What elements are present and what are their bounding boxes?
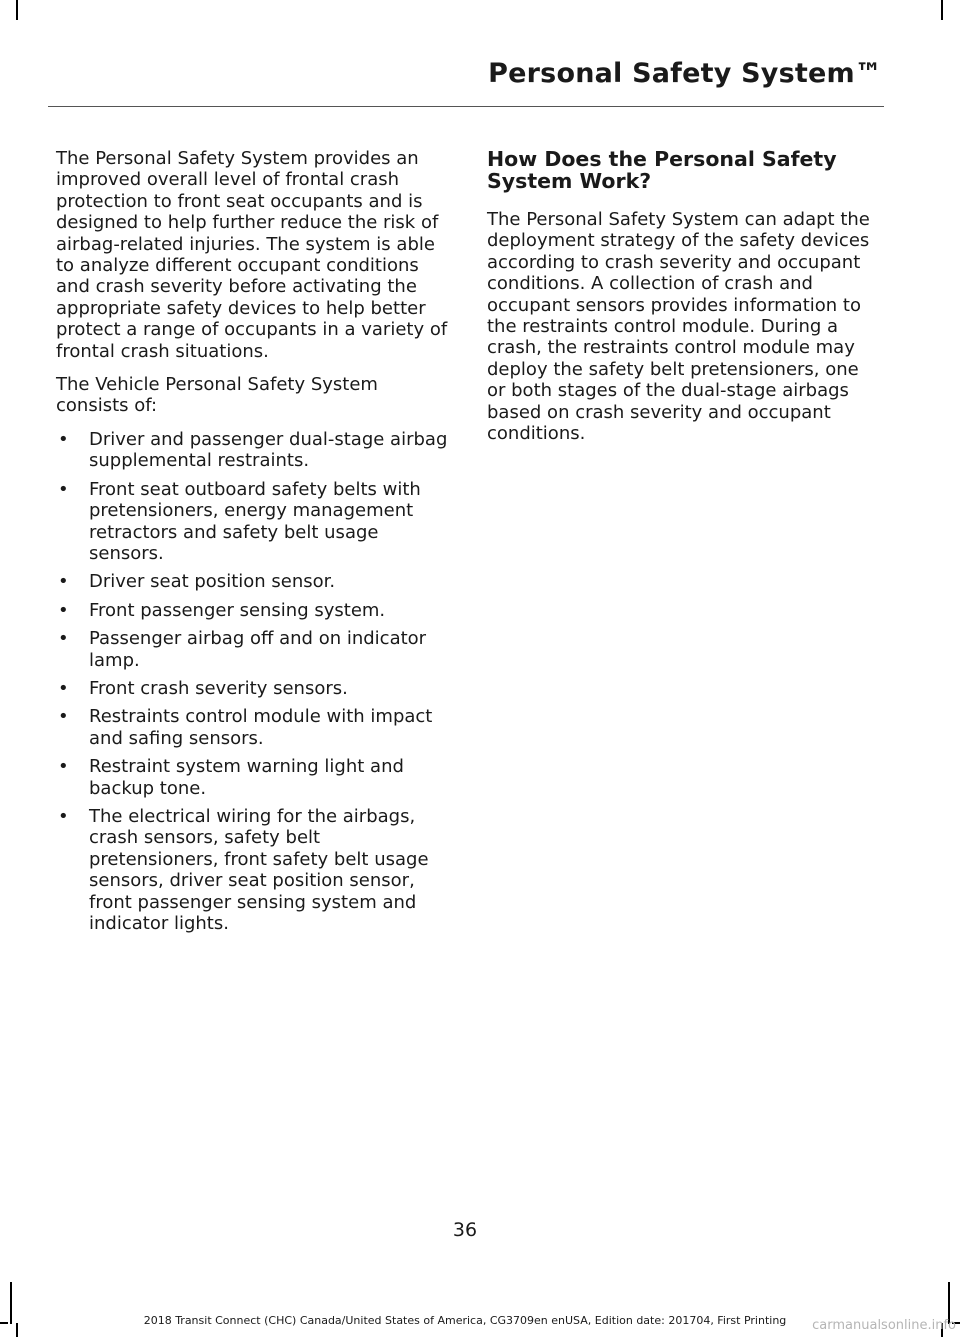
components-list xyxy=(56,429,448,935)
how-it-works-paragraph: The Personal Safety System can adapt the deployment strategy of the safety devices according to crash severity and occupant conditions. A collection of crash and occupant sensors provides information to the restraints control module. During a crash, the restraints control module may deploy the safety belt pretensioners, one or both stages of the dual-stage airbags based on crash severity and occupant conditions. xyxy=(487,209,870,445)
watermark[interactable]: carmanualsonline.info xyxy=(812,1318,956,1333)
list-item-text: The electrical wiring for the airbags, crash sensors, safety belt pretensioners, front safety belt usage sensors, driver seat position sensor, front passenger sensing system and indicator lights. xyxy=(89,805,429,934)
list-item-text: Driver seat position sensor. xyxy=(89,571,336,593)
section-heading: How Does the Personal Safety System Work? xyxy=(487,147,837,193)
page-number: 36 xyxy=(452,1219,478,1241)
list-item xyxy=(56,678,448,699)
list-item-text: Front seat outboard safety belts with pretensioners, energy management retractors and safety belt usage sensors. xyxy=(89,478,421,564)
bullet-icon: • xyxy=(58,571,69,593)
bullet-icon: • xyxy=(58,677,69,699)
list-item xyxy=(56,628,448,671)
intro-paragraph: The Personal Safety System provides an improved overall level of frontal crash protection to front seat occupants and is designed to help further reduce the risk of airbag-related injuries. The system is able to analyze different occupant conditions and crash severity before activating the appropriate safety devices to help better protect a range of occupants in a variety of frontal crash situations. xyxy=(56,148,448,362)
list-item-text: Passenger airbag off and on indicator lamp. xyxy=(89,628,427,671)
list-item xyxy=(56,756,448,799)
list-item xyxy=(56,706,448,749)
crop-mark-top-right xyxy=(941,0,943,20)
right-column xyxy=(487,148,879,456)
list-item-text: Driver and passenger dual-stage airbag supplemental restraints. xyxy=(89,428,448,472)
crop-mark-top-left xyxy=(16,0,18,20)
header-rule xyxy=(48,106,884,107)
page-title: Personal Safety System™ xyxy=(488,58,882,89)
list-item xyxy=(56,479,448,565)
list-item-text: Front crash severity sensors. xyxy=(89,677,348,699)
list-item xyxy=(56,806,448,934)
list-item xyxy=(56,429,448,472)
consists-of-paragraph: The Vehicle Personal Safety System consists of: xyxy=(56,374,378,417)
bullet-icon: • xyxy=(58,628,69,650)
bullet-icon: • xyxy=(58,599,69,621)
list-item xyxy=(56,600,448,621)
footer-text: 2018 Transit Connect (CHC) Canada/United States of America, CG3709en enUSA, Edition date: 201704, First Printing xyxy=(143,1314,787,1327)
bullet-icon: • xyxy=(58,706,69,728)
bullet-icon: • xyxy=(58,428,69,450)
list-item xyxy=(56,571,448,592)
bullet-icon: • xyxy=(58,805,69,827)
bullet-icon: • xyxy=(58,756,69,778)
list-item-text: Front passenger sensing system. xyxy=(89,599,386,621)
bullet-icon: • xyxy=(58,478,69,500)
list-item-text: Restraint system warning light and backup tone. xyxy=(89,756,404,799)
left-column xyxy=(56,148,448,941)
list-item-text: Restraints control module with impact and safing sensors. xyxy=(89,706,433,749)
